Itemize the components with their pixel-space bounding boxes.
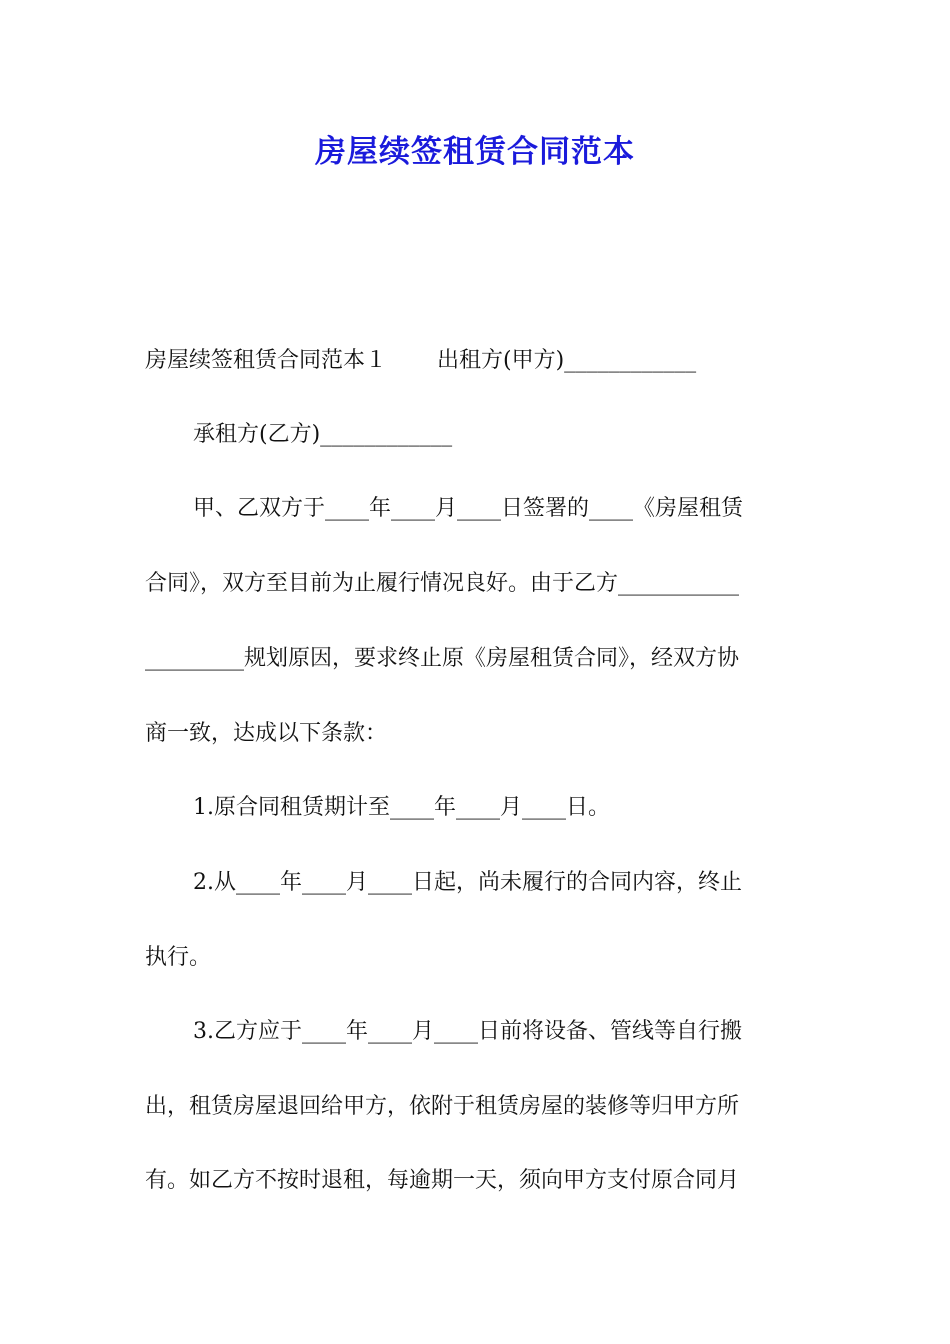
- lessor-field: 出租方(甲方)____________: [437, 348, 697, 373]
- paragraph-line: 执行。: [145, 945, 212, 970]
- clause-1: 1.原合同租赁期计至____年____月____日。: [193, 795, 610, 820]
- paragraph-line: 合同》，双方至目前为止履行情况良好。由于乙方___________: [145, 571, 740, 596]
- subtitle-text: 房屋续签租赁合同范本１: [145, 348, 388, 373]
- clause-3: 3.乙方应于____年____月____日前将设备、管线等自行搬: [193, 1019, 742, 1044]
- paragraph-line: [145, 343, 815, 379]
- paragraph-line: _________规划原因，要求终止原《房屋租赁合同》，经双方协: [145, 646, 740, 671]
- document-title: 房屋续签租赁合同范本: [315, 134, 635, 170]
- paragraph-line: 甲、乙双方于____年____月____日签署的____《房屋租赁: [193, 496, 744, 521]
- clause-2: 2.从____年____月____日起，尚未履行的合同内容，终止: [193, 870, 742, 895]
- lessee-field: 承租方(乙方)____________: [193, 422, 453, 447]
- paragraph-line: 有。如乙方不按时退租，每逾期一天，须向甲方支付原合同月: [145, 1168, 740, 1193]
- paragraph-line: 出，租赁房屋退回给甲方，依附于租赁房屋的装修等归甲方所: [145, 1094, 740, 1119]
- paragraph-line: 商一致，达成以下条款：: [145, 721, 388, 746]
